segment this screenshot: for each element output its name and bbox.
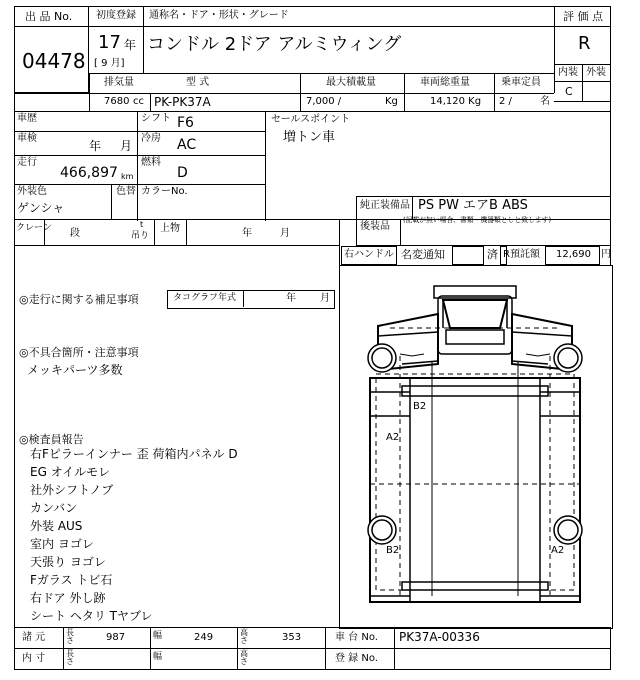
ac-value: AC [177, 137, 197, 153]
model-label: 通称名・ドア・形状・グレード [149, 10, 289, 21]
dims-label: 諸 元 [22, 632, 46, 643]
sales-point-value: 増トン車 [283, 130, 336, 145]
diagram-mark: A2 [386, 432, 400, 443]
inspector-title: ◎検査員報告 [19, 433, 84, 446]
truck-diagram [340, 266, 610, 626]
uptrunk-month: 月 [280, 228, 290, 239]
ext-color-value: ゲンシャ [17, 201, 65, 215]
model-name: コンドル 2ドア アルミウィング [147, 34, 402, 55]
displacement-label: 排気量 [104, 77, 134, 88]
height-label: 高さ [240, 628, 248, 645]
ac-label: 冷房 [141, 133, 161, 144]
inspector-line: 社外シフトノブ [30, 483, 114, 497]
r-deposit-unit: 円 [601, 249, 611, 260]
displacement-value: 7680 [104, 96, 130, 107]
width-value: 249 [194, 632, 214, 643]
interior-dims-label: 内 寸 [22, 653, 46, 664]
gross-weight-value: 14,120 Kg [430, 96, 482, 107]
first-reg-label: 初度登録 [96, 10, 136, 21]
driving-notes-title: ◎走行に関する補足事項 [19, 293, 139, 306]
diagram-mark: B2 [386, 545, 400, 556]
rating-value: R [578, 33, 591, 54]
shift-label: シフト [141, 113, 171, 124]
inspection-month: 月 [120, 139, 133, 153]
max-load-unit: Kg [385, 96, 398, 107]
uptrunk-year: 年 [242, 228, 252, 239]
month: [ 9 月] [94, 58, 125, 69]
diagram-mark: A2 [551, 545, 565, 556]
tachograph-month: 月 [320, 293, 330, 304]
chassis-label: 車 台 No. [335, 632, 378, 643]
inspector-line: EG オイルモレ [30, 465, 111, 479]
crane-stage: 段 [70, 228, 80, 239]
r-deposit-value: 12,690 [556, 249, 591, 260]
inspector-line: 室内 ヨゴレ [30, 537, 94, 551]
tachograph-year: 年 [286, 293, 296, 304]
genuine-equip-value: PS PW エアB ABS [418, 198, 528, 213]
inspector-line: Fガラス トビ石 [30, 573, 113, 587]
length-value: 987 [106, 632, 126, 643]
inspector-line: 外装 AUS [30, 519, 83, 533]
lot-label: 出 品 No. [25, 10, 73, 23]
crane-hang: 吊り [131, 231, 150, 241]
aftermarket-note: (記載が無い場合、書類・機器類としと致します) [403, 216, 552, 224]
shift-value: F6 [177, 115, 194, 131]
inspector-line: シート ヘタリ Tヤブレ [30, 609, 153, 623]
int-length-label: 長さ [66, 649, 74, 666]
name-change-label: 名変通知 [401, 248, 445, 261]
mileage-unit: km [121, 172, 134, 181]
defects-text: メッキパーツ多数 [27, 363, 123, 377]
int-height-label: 高さ [240, 649, 248, 666]
year: 17 [98, 32, 121, 53]
inspection-label: 車検 [17, 133, 37, 144]
history-label: 車歴 [17, 113, 37, 124]
color-change-label: 色替 [116, 186, 136, 197]
interior-grade: C [565, 85, 573, 98]
fuel-value: D [177, 165, 188, 181]
int-width-label: 幅 [153, 652, 163, 662]
chassis-value: PK37A-00336 [399, 630, 480, 644]
fuel-label: 燃料 [141, 157, 161, 168]
diagram-mark: B2 [413, 401, 427, 412]
type-value: PK-PK37A [154, 95, 211, 109]
interior-label: 内装 [558, 67, 578, 78]
r-deposit-label: R預託額 [503, 249, 540, 260]
crane-label: クレーン [16, 223, 52, 233]
sales-point-label: セールスポイント [271, 114, 351, 125]
type-label: 型 式 [186, 77, 210, 88]
capacity-label: 乗車定員 [501, 77, 541, 88]
mileage-value: 466,897 [60, 165, 118, 181]
inspector-line: カンバン [30, 501, 78, 515]
year-unit: 年 [124, 38, 137, 52]
name-change-box [452, 246, 484, 265]
lot-number: 04478 [22, 49, 86, 73]
genuine-equip-label: 純正装備品 [360, 200, 410, 211]
crane-t: t [140, 220, 144, 229]
rhd-label: 右ハンドル [344, 249, 394, 260]
color-no-label: カラーNo. [141, 186, 188, 197]
length-label: 長さ [66, 628, 74, 645]
recycle-done-label: 済 [487, 248, 498, 261]
inspection-year: 年 [89, 139, 102, 153]
displacement-unit: cc [133, 96, 144, 107]
width-label: 幅 [153, 631, 163, 641]
capacity-unit: 名 [540, 96, 550, 107]
mileage-label: 走行 [17, 157, 37, 168]
rating-label: 評 価 点 [563, 10, 603, 23]
capacity-value: 2 / [499, 96, 512, 107]
tachograph-label: タコグラフ年式 [173, 293, 237, 303]
gross-weight-label: 車両総重量 [420, 77, 470, 88]
inspector-line: 右ドア 外し跡 [30, 591, 106, 605]
defects-title: ◎不具合箇所・注意事項 [19, 346, 139, 359]
aftermarket-label: 後装品 [360, 221, 390, 232]
inspector-line: 右Fピラーインナー 歪 荷箱内パネル D [30, 447, 238, 461]
max-load-value: 7,000 / [306, 96, 342, 107]
exterior-label: 外装 [586, 67, 606, 78]
height-value: 353 [282, 632, 302, 643]
max-load-label: 最大積載量 [326, 77, 376, 88]
reg-no-label: 登 録 No. [335, 653, 378, 664]
inspector-line: 天張り ヨゴレ [30, 555, 106, 569]
uptrunk-label: 上物 [160, 223, 180, 234]
ext-color-label: 外装色 [17, 186, 47, 197]
